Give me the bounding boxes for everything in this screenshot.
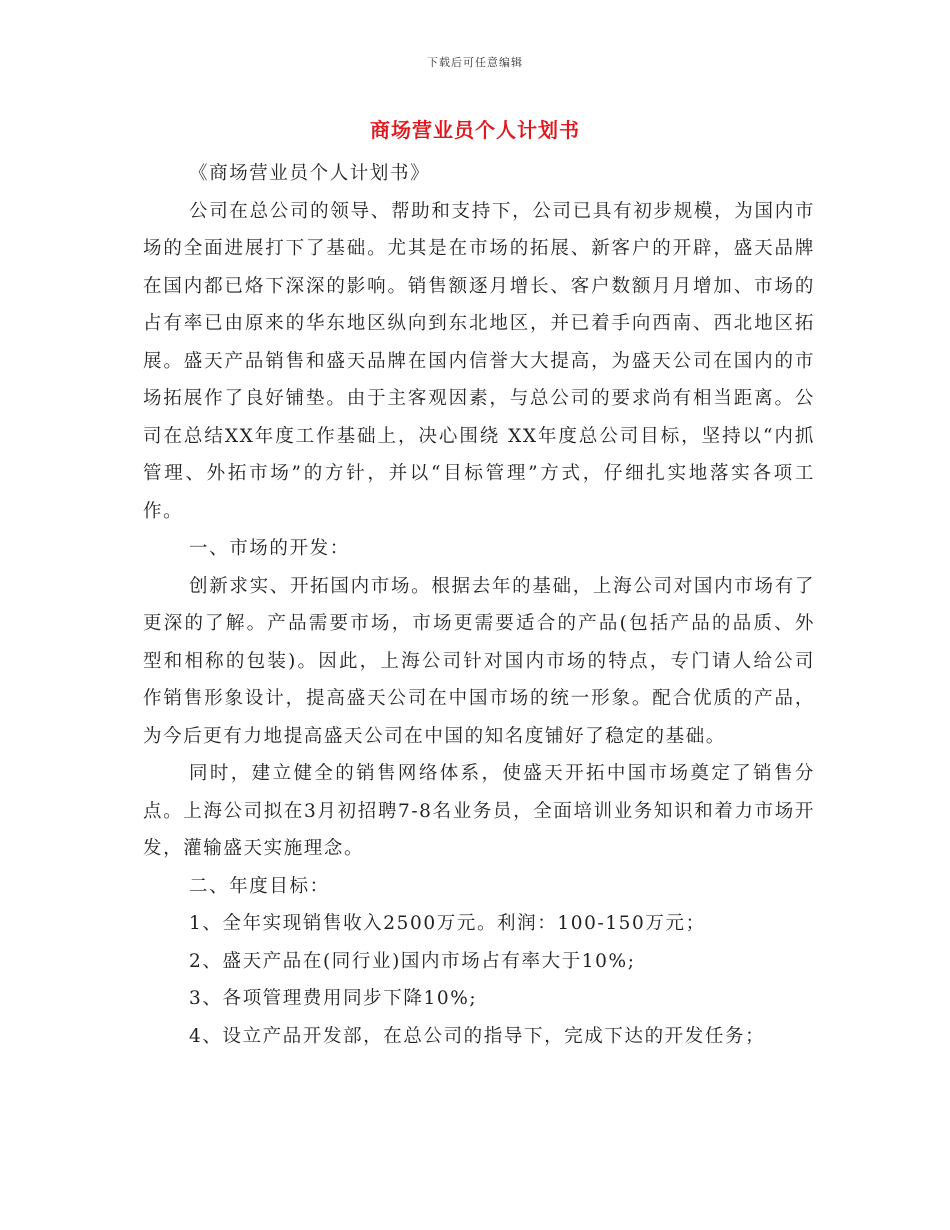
header-note: 下载后可任意编辑: [427, 56, 523, 69]
paragraph-sales-network: 同时，建立健全的销售网络体系，使盛天开拓中国市场奠定了销售分点。上海公司拟在3月初招聘7-8名业务员，全面培训业务知识和着力市场开发，灌输盛天实施理念。: [143, 763, 815, 859]
list-item-goal-2: 2、盛天产品在(同行业)国内市场占有率大于10%;: [189, 950, 636, 972]
document-title: 商场营业员个人计划书: [370, 118, 580, 142]
section-heading-market-development: 一、市场的开发：: [189, 538, 350, 559]
list-item-goal-4: 4、设立产品开发部，在总公司的指导下，完成下达的开发任务；: [189, 1025, 766, 1047]
list-item-goal-3: 3、各项管理费用同步下降10%;: [189, 988, 478, 1009]
paragraph-intro: 公司在总公司的领导、帮助和支持下，公司已具有初步规模，为国内市场的全面进展打下了基础。尤其是在市场的拓展、新客户的开辟，盛天品牌在国内都已烙下深深的影响。销售额逐月增长、客户数额月月增加、市场的占有率已由原来的华东地区纵向到东北地区，并已着手向西南、西北地区拓展。盛天产品销售和盛天品牌在国内信誉大大提高，为盛天公司在国内的市场拓展作了良好铺垫。由于主客观因素，与总公司的要求尚有相当距离。公司在总结XX年度工作基础上，决心围绕 XX年度总公司目标，坚持以“内抓管理、外拓市场”的方针，并以“目标管理”方式，仔细扎实地落实各项工作。: [143, 200, 815, 522]
list-item-goal-1: 1、全年实现销售收入2500万元。利润：100-150万元；: [189, 913, 706, 934]
document-body: [143, 155, 815, 1055]
section-heading-annual-goals: 二、年度目标：: [189, 875, 330, 897]
paragraph-market-development: 创新求实、开拓国内市场。根据去年的基础，上海公司对国内市场有了更深的了解。产品需要市场，市场更需要适合的产品(包括产品的品质、外型和相称的包装)。因此，上海公司针对国内市场的特点，专门请人给公司作销售形象设计，提高盛天公司在中国市场的统一形象。配合优质的产品，为今后更有力地提高盛天公司在中国的知名度铺好了稳定的基础。: [143, 575, 815, 747]
paragraph-book-title: 《商场营业员个人计划书》: [189, 163, 431, 184]
